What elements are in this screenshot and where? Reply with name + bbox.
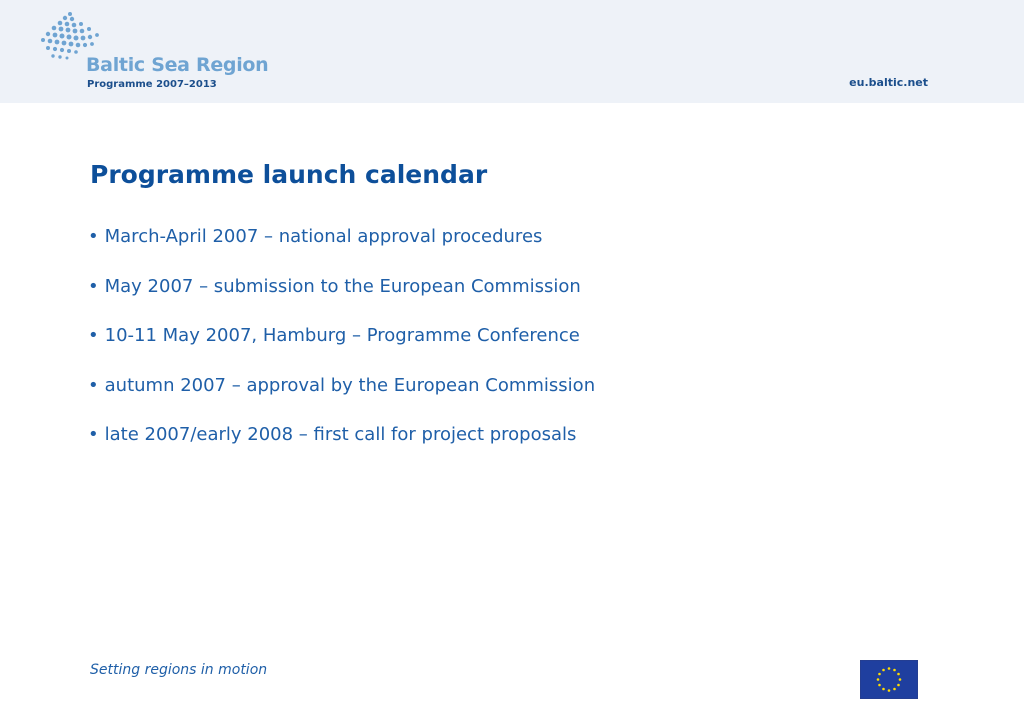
bullet-text: 10-11 May 2007, Hamburg – Programme Conference: [104, 325, 580, 347]
header-band: [0, 0, 1024, 103]
logo-subtitle: Programme 2007–2013: [87, 79, 217, 90]
site-url-link[interactable]: eu.baltic.net: [849, 76, 928, 89]
bullet-marker: •: [88, 374, 99, 396]
bullet-item: [88, 422, 595, 472]
bullet-list: [88, 224, 595, 472]
slide-title: Programme launch calendar: [90, 160, 488, 189]
bullet-text: March-April 2007 – national approval procedures: [104, 226, 543, 247]
bullet-item: [88, 224, 595, 274]
bullet-marker: •: [88, 424, 99, 446]
bullet-text: May 2007 – submission to the European Commission: [104, 275, 581, 297]
bullet-item: [88, 323, 595, 373]
programme-logo: [38, 10, 269, 95]
eu-flag-icon: [860, 660, 918, 699]
bullet-item: [88, 373, 595, 423]
bullet-text: autumn 2007 – approval by the European Commission: [104, 374, 596, 396]
bullet-marker: •: [88, 325, 99, 347]
bullet-marker: •: [88, 275, 99, 297]
bullet-item: [88, 274, 595, 324]
logo-title: Baltic Sea Region: [86, 54, 269, 76]
footer-tagline: Setting regions in motion: [90, 662, 268, 678]
bullet-marker: •: [88, 226, 99, 247]
bullet-text: late 2007/early 2008 – first call for project proposals: [104, 424, 577, 446]
